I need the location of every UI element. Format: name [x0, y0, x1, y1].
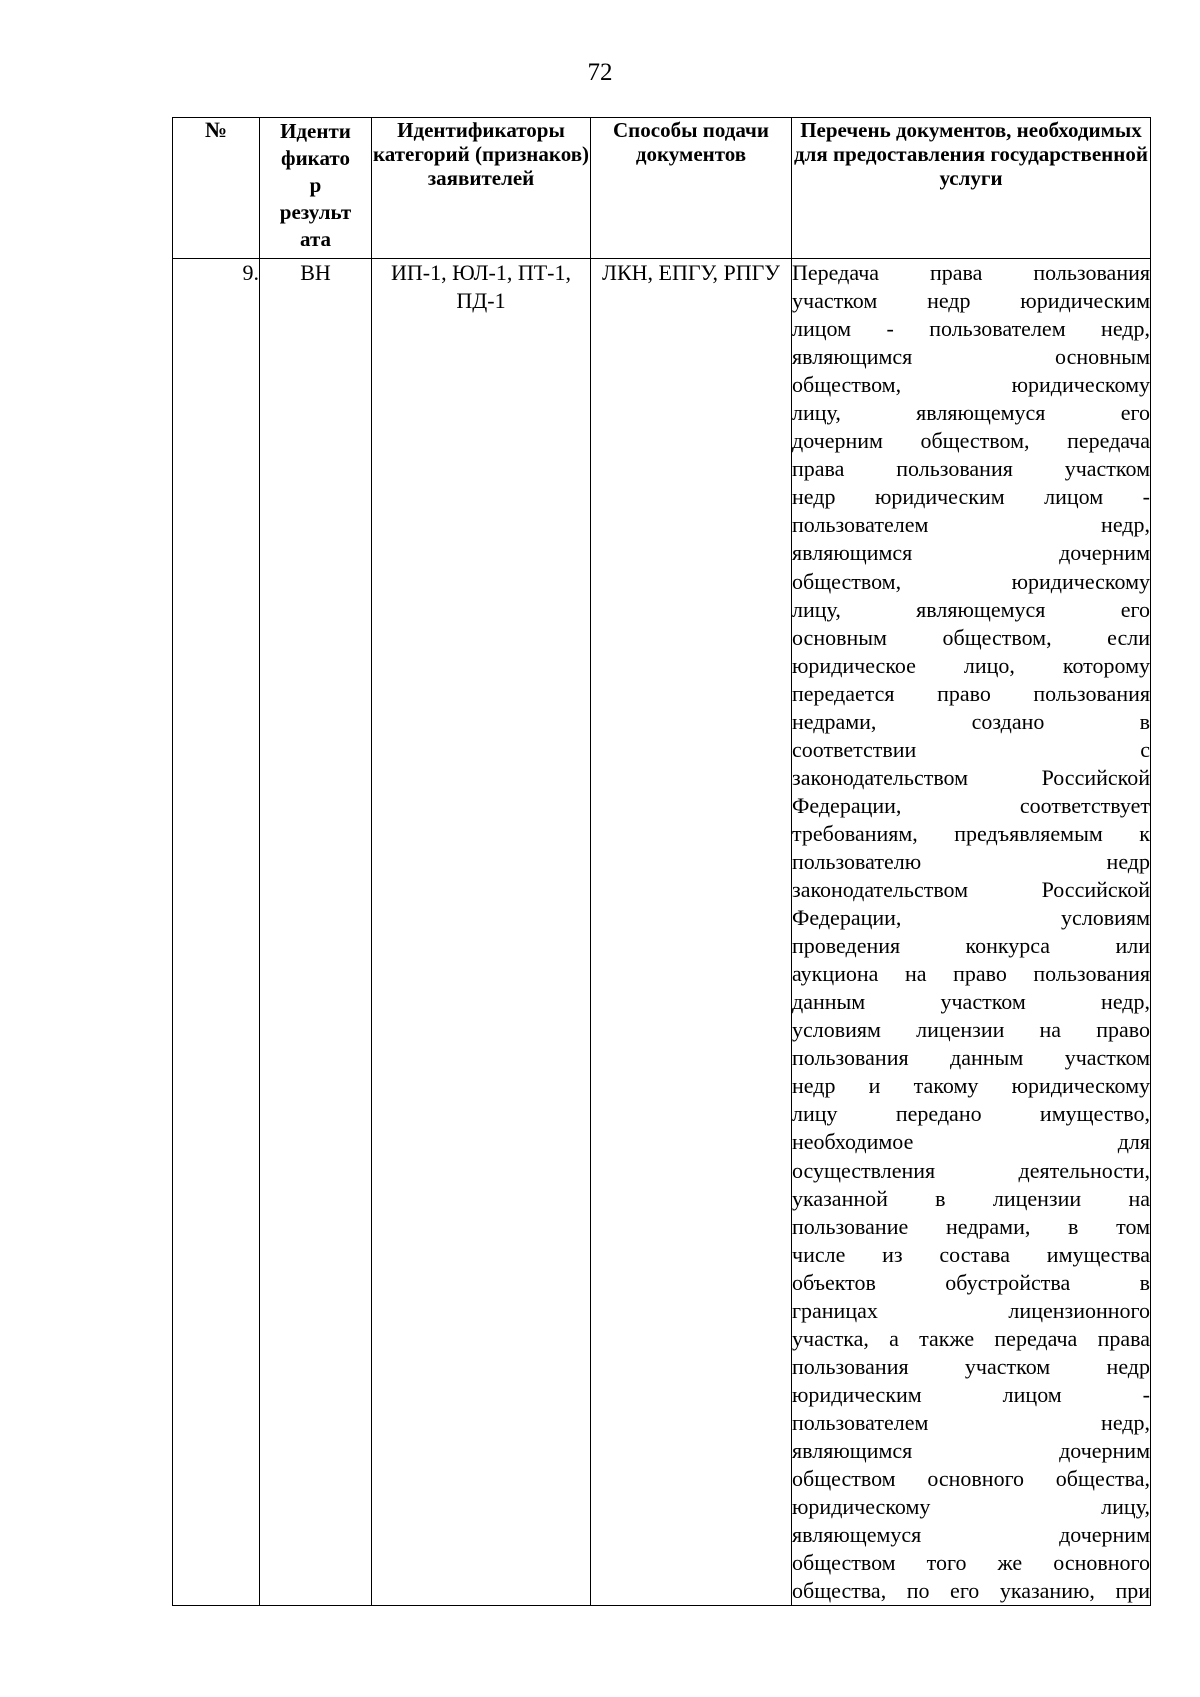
document-text-line: являющимся дочерним — [792, 540, 1150, 566]
header-result-id-line: фикато — [281, 146, 350, 170]
row-submission-methods: ЛКН, ЕПГУ, РПГУ — [591, 259, 792, 1606]
header-documents-list: Перечень документов, необходимых для предоставления государственной услуги — [792, 118, 1151, 259]
header-applicant-ids: Идентификаторы категорий (признаков) заявителей — [372, 118, 591, 259]
document-text-line: права пользования участком — [792, 456, 1150, 482]
document-text-line: дочерним обществом, передача — [792, 428, 1150, 454]
document-text-line: недр юридическим лицом - — [792, 484, 1150, 510]
row-applicant-ids: ИП-1, ЮЛ-1, ПТ-1, ПД-1 — [372, 259, 591, 1606]
document-text-line: лицу, являющемуся его — [792, 400, 1150, 426]
header-result-id-line: р — [309, 173, 322, 197]
document-text-line: обществом, юридическому — [792, 568, 1150, 594]
document-text-line: обществом того же основного — [792, 1550, 1150, 1576]
document-text-line: недр и такому юридическому — [792, 1073, 1150, 1099]
document-text-line: пользование недрами, в том — [792, 1213, 1150, 1239]
document-text-line: юридическим лицом - — [792, 1381, 1150, 1407]
header-number: № — [173, 118, 260, 259]
document-text-line: обществом основного общества, — [792, 1466, 1150, 1492]
header-submission-methods: Способы подачи документов — [591, 118, 792, 259]
document-text-line: участка, а также передача права — [792, 1325, 1150, 1351]
document-text-line: указанной в лицензии на — [792, 1185, 1150, 1211]
document-text-line: лицу, являющемуся его — [792, 596, 1150, 622]
document-text-line: основным обществом, если — [792, 624, 1150, 650]
document-text-line: юридическому лицу, — [792, 1494, 1150, 1520]
document-text-line: законодательством Российской — [792, 764, 1150, 790]
document-text-line: юридическое лицо, которому — [792, 652, 1150, 678]
document-text-line: необходимое для — [792, 1129, 1150, 1155]
document-text-line: являющимся дочерним — [792, 1437, 1150, 1463]
document-text-line: пользователю недр — [792, 848, 1150, 874]
document-text-line: общества, по его указанию, при — [792, 1578, 1150, 1604]
table-header-row — [173, 118, 1151, 259]
document-text-line: лицом - пользователем недр, — [792, 316, 1150, 342]
document-text-line: объектов обустройства в — [792, 1269, 1150, 1295]
row-number: 9. — [173, 259, 260, 1606]
services-table — [172, 117, 1151, 1606]
document-text-line: являющимся основным — [792, 344, 1150, 370]
header-result-id-line: ата — [299, 227, 332, 251]
document-text-line: аукциона на право пользования — [792, 961, 1150, 987]
document-text-line: Передача права пользования — [792, 260, 1150, 285]
document-text-line: пользователем недр, — [792, 512, 1150, 538]
document-text-line: лицу передано имущество, — [792, 1101, 1150, 1127]
header-result-id-line: Иденти — [280, 119, 351, 143]
document-text-line: осуществления деятельности, — [792, 1157, 1150, 1183]
document-text-line: проведения конкурса или — [792, 933, 1150, 959]
document-text-line: числе из состава имущества — [792, 1241, 1150, 1267]
document-text-line: Федерации, условиям — [792, 905, 1150, 931]
page-number: 72 — [587, 59, 613, 86]
document-text-line: условиям лицензии на право — [792, 1017, 1150, 1043]
table-row — [173, 259, 1151, 1606]
document-text-line: Федерации, соответствует — [792, 792, 1150, 818]
header-result-id-line: результ — [279, 200, 352, 224]
document-text-line: соответствии с — [792, 736, 1150, 762]
row-result-id: ВН — [260, 259, 372, 1606]
document-text-line: данным участком недр, — [792, 989, 1150, 1015]
document-text-line: участком недр юридическим — [792, 288, 1150, 314]
row-documents-list — [792, 259, 1151, 1606]
documents-text — [792, 259, 1150, 1605]
document-text-line: требованиям, предъявляемым к — [792, 820, 1150, 846]
document-text-line: законодательством Российской — [792, 877, 1150, 903]
document-text-line: пользователем недр, — [792, 1409, 1150, 1435]
document-text-line: недрами, создано в — [792, 708, 1150, 734]
document-text-line: пользования участком недр — [792, 1353, 1150, 1379]
document-text-line: границах лицензионного — [792, 1297, 1150, 1323]
document-text-line: обществом, юридическому — [792, 372, 1150, 398]
header-result-id — [260, 118, 372, 259]
document-text-line: пользования данным участком — [792, 1045, 1150, 1071]
document-text-line: передается право пользования — [792, 680, 1150, 706]
document-text-line: являющемуся дочерним — [792, 1522, 1150, 1548]
